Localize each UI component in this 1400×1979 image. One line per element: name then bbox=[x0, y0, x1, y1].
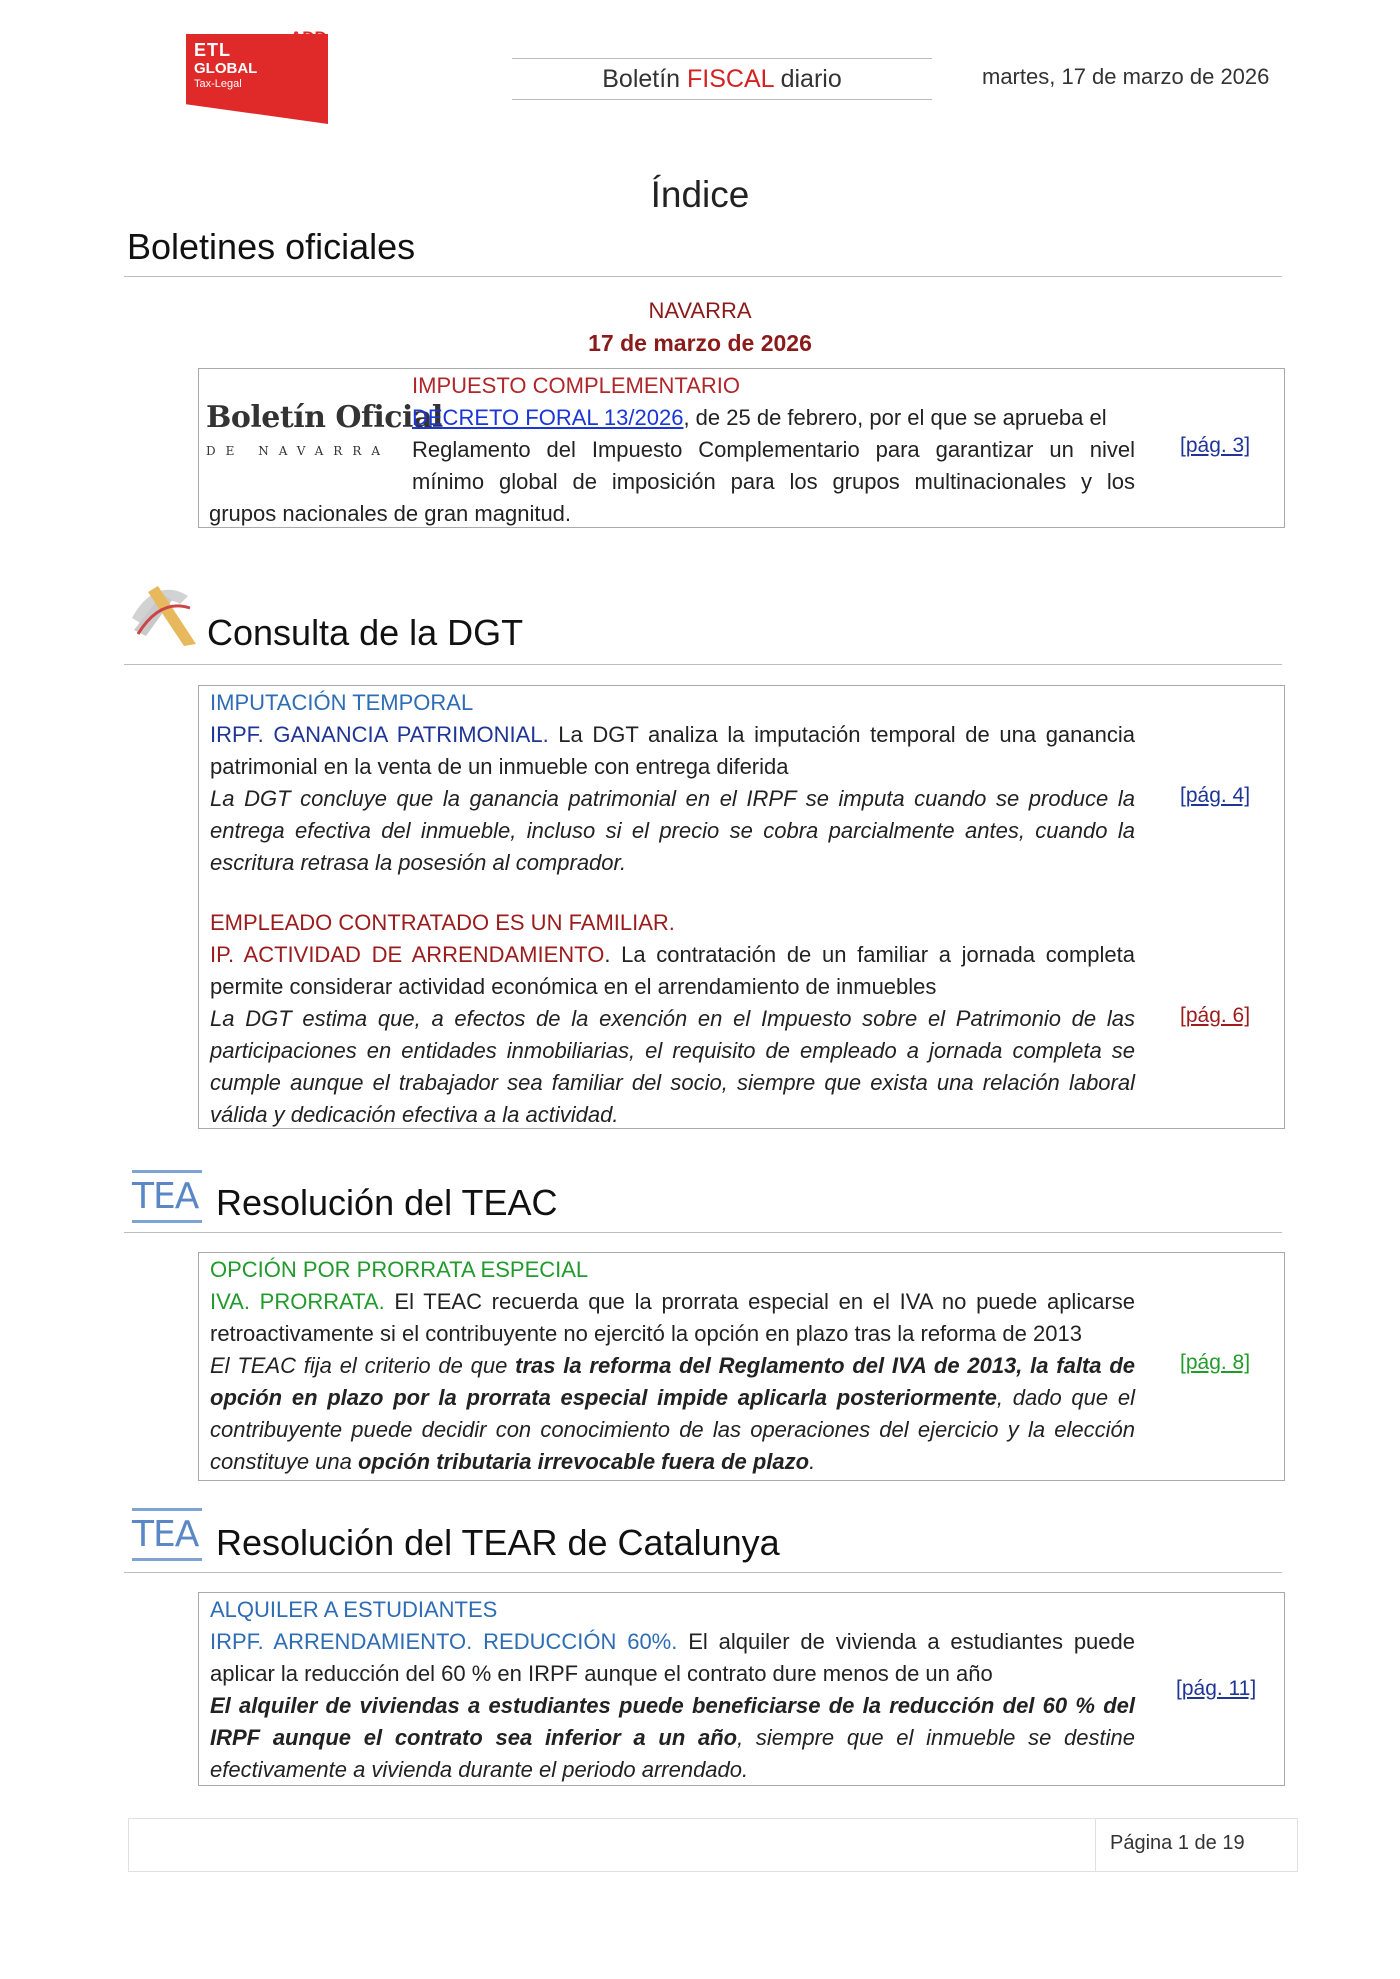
page-number: Página 1 de 19 bbox=[1110, 1832, 1245, 1854]
detail-part: , dado que el contribuyente puede decidir con conocimiento de las operaciones del ejercicio y la elección constituye una bbox=[210, 1385, 1135, 1474]
logo-tax-text: Tax-Legal bbox=[194, 78, 242, 90]
newsletter-title bbox=[512, 58, 932, 100]
entry-category: OPCIÓN POR PRORRATA ESPECIAL bbox=[210, 1257, 589, 1282]
tea-logo-text: TEA bbox=[132, 1514, 199, 1555]
region-date: 17 de marzo de 2026 bbox=[588, 330, 812, 356]
entry-line-1 bbox=[412, 402, 1135, 434]
entry-line-2: Reglamento del Impuesto Complementario para garantizar un nivel bbox=[412, 437, 1135, 462]
entry-category: ALQUILER A ESTUDIANTES bbox=[210, 1597, 498, 1622]
section-divider bbox=[124, 276, 1282, 277]
page-link-8[interactable]: [pág. 8] bbox=[1180, 1351, 1251, 1374]
entry-headline: IRPF. GANANCIA PATRIMONIAL. bbox=[210, 722, 549, 747]
entry-category: EMPLEADO CONTRATADO ES UN FAMILIAR. bbox=[210, 910, 675, 935]
entry-category: IMPUESTO COMPLEMENTARIO bbox=[412, 373, 741, 398]
detail-bold: opción tributaria irrevocable fuera de plazo bbox=[357, 1449, 810, 1474]
entry-category: IMPUTACIÓN TEMPORAL bbox=[210, 690, 474, 715]
entry-detail: La DGT concluye que la ganancia patrimonial en el IRPF se imputa cuando se produce la entrega efectiva del inmueble, incluso si el precio se cobra parcialmente antes, cuando la escritura retrasa la posesión al comprador. bbox=[210, 786, 1135, 875]
section-title-boletines: Boletines oficiales bbox=[127, 226, 416, 267]
section-divider bbox=[124, 1572, 1282, 1573]
entry-detail: La DGT estima que, a efectos de la exención en el Impuesto sobre el Patrimonio de las participaciones en entidades inmobiliarias, el requisito de empleado a jornada completa se cumple aunque el trabajador sea familiar del socio, siempre que exista una relación laboral válida y dedicación efectiva a la actividad. bbox=[210, 1006, 1135, 1127]
title-post: diario bbox=[773, 65, 842, 93]
footer-divider bbox=[1095, 1818, 1096, 1872]
entry-summary-text: La DGT analiza la imputación temporal de una ganancia patrimonial en la venta de un inmueble con entrega diferida bbox=[210, 722, 1135, 779]
entry-summary-text: . La contratación de un familiar a jornada completa permite considerar actividad económica en el arrendamiento de inmuebles bbox=[210, 942, 1135, 999]
tea-logo-icon bbox=[130, 1508, 202, 1564]
entry-headline: IVA. PRORRATA. bbox=[210, 1289, 385, 1314]
title-pre: Boletín bbox=[602, 65, 688, 93]
entry-line-3: mínimo global de imposición para los grupos multinacionales y los bbox=[412, 469, 1135, 494]
header-date: martes, 17 de marzo de 2026 bbox=[982, 64, 1270, 89]
entry-detail bbox=[210, 1350, 1135, 1478]
entry-summary bbox=[210, 939, 1135, 1003]
section-title-dgt: Consulta de la DGT bbox=[207, 612, 524, 653]
entry-summary-text: El alquiler de vivienda a estudiantes puede aplicar la reducción del 60 % en IRPF aunque el contrato dure menos de un año bbox=[210, 1629, 1135, 1686]
entry-summary bbox=[210, 1626, 1135, 1690]
section-divider bbox=[124, 1232, 1282, 1233]
page-link-3[interactable]: [pág. 3] bbox=[1180, 434, 1251, 457]
detail-part: . bbox=[809, 1449, 816, 1474]
bon-logo-subtitle: DE NAVARRA bbox=[206, 444, 391, 458]
aeat-logo-icon bbox=[128, 578, 200, 648]
entry-line-1-rest: , de 25 de febrero, por el que se aprueba el bbox=[683, 405, 1107, 430]
decreto-foral-link[interactable]: DECRETO FORAL 13/2026 bbox=[412, 405, 684, 430]
entry-detail bbox=[210, 1690, 1135, 1786]
entry-headline: IP. ACTIVIDAD DE ARRENDAMIENTO bbox=[210, 942, 605, 967]
page-link-4[interactable]: [pág. 4] bbox=[1180, 784, 1251, 807]
index-title: Índice bbox=[650, 174, 750, 215]
logo-global-text: GLOBAL bbox=[194, 60, 258, 77]
tea-logo-icon bbox=[130, 1170, 202, 1226]
bon-logo-title: Boletín Oficial bbox=[206, 400, 443, 435]
entry-headline: IRPF. ARRENDAMIENTO. REDUCCIÓN 60%. bbox=[210, 1629, 678, 1654]
section-divider bbox=[124, 664, 1282, 665]
detail-bold: El alquiler de viviendas a estudiantes puede beneficiarse de la reducción del 60 % del IRPF aunque el contrato sea inferior a un año bbox=[210, 1693, 1135, 1750]
logo-add-text: ADD bbox=[290, 28, 327, 47]
logo-etl-text: ETL bbox=[194, 40, 231, 60]
entry-line-4: grupos nacionales de gran magnitud. bbox=[209, 501, 572, 526]
page-link-6[interactable]: [pág. 6] bbox=[1180, 1004, 1251, 1027]
section-title-tear: Resolución del TEAR de Catalunya bbox=[216, 1522, 780, 1563]
section-title-teac: Resolución del TEAC bbox=[216, 1182, 558, 1223]
entry-summary-text: El TEAC recuerda que la prorrata especial en el IVA no puede aplicarse retroactivamente si el contribuyente no ejercitó la opción en plazo tras la reforma de 2013 bbox=[210, 1289, 1135, 1346]
region-name: NAVARRA bbox=[648, 298, 752, 323]
tea-logo-text: TEA bbox=[132, 1176, 199, 1217]
detail-part: , siempre que el inmueble se destine efectivamente a vivienda durante el periodo arrendado. bbox=[210, 1725, 1135, 1782]
page-link-11[interactable]: [pág. 11] bbox=[1176, 1677, 1257, 1700]
detail-part: El TEAC fija el criterio de que bbox=[210, 1353, 516, 1378]
detail-bold: tras la reforma del Reglamento del IVA de 2013, la falta de opción en plazo por la prorrata especial impide aplicarla posteriormente bbox=[210, 1353, 1135, 1410]
entry-summary bbox=[210, 719, 1135, 783]
entry-summary bbox=[210, 1286, 1135, 1350]
title-fiscal: FISCAL bbox=[687, 65, 774, 93]
